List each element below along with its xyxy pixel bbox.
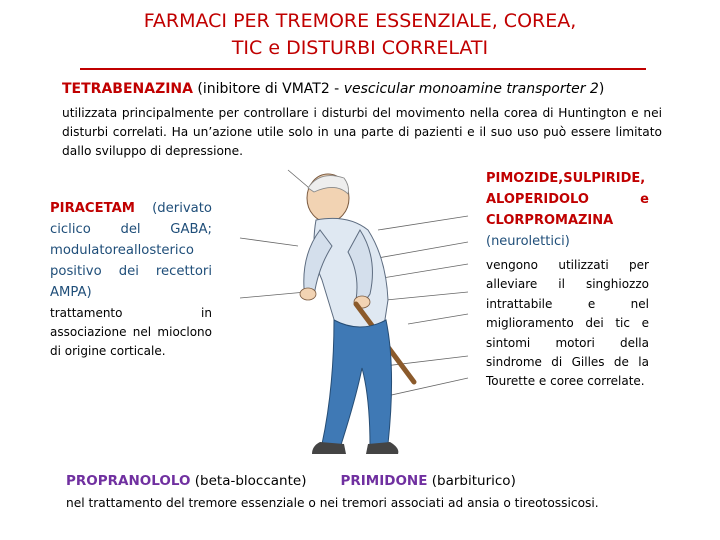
figure-shirt xyxy=(314,218,388,331)
piracetam-name: PIRACETAM xyxy=(50,201,135,216)
propranololo-desc: (beta-bloccante) xyxy=(190,473,307,489)
propranololo-name: PROPRANOLOLO xyxy=(66,473,191,489)
figure-head xyxy=(307,174,349,222)
tetrabenazina-desc-italic: vescicular monoamine transporter 2 xyxy=(343,81,599,97)
piracetam-heading xyxy=(50,198,212,303)
parkinsonian-figure-illustration xyxy=(228,168,482,458)
figure-left-hand xyxy=(300,288,316,300)
neurolettici-desc: (neurolettici) xyxy=(486,234,570,249)
neurolettici-body: vengono utilizzati per alleviare il singhiozzo intrattabile e nel miglioramento dei tic e sintomi motori della sindrome di Gilles de la Tourette e coree correlate. xyxy=(486,258,649,389)
primidone-desc: (barbiturico) xyxy=(427,473,516,489)
figure-trousers xyxy=(322,320,392,448)
beta-blocker-heading xyxy=(66,473,516,489)
piracetam-desc: (derivato ciclico del GABA; modulatoreallosterico positivo dei recettori AMPA) xyxy=(50,201,212,300)
neurolettici-heading xyxy=(486,168,649,252)
tetrabenazina-desc-open: (inibitore di VMAT2 - xyxy=(192,81,344,97)
title-line-2: TIC e DISTURBI CORRELATI xyxy=(231,37,489,59)
tremor-treatment-body: nel trattamento del tremore essenziale o nei tremori associati ad ansia o tireotossicosi. xyxy=(66,496,599,510)
page-title xyxy=(0,8,720,62)
title-line-1: FARMACI PER TREMORE ESSENZIALE, COREA, xyxy=(143,10,577,32)
tetrabenazina-body: utilizzata principalmente per controllare i disturbi del movimento nella corea di Huntington e nei disturbi correlati. Ha un’azione utile solo in una parte di pazienti e il suo uso può essere limitato dallo sviluppo di depressione. xyxy=(62,106,662,158)
figure-left-shoe xyxy=(312,442,346,454)
figure-right-shoe xyxy=(366,442,398,454)
title-underline xyxy=(80,68,646,70)
neurolettici-names: PIMOZIDE,SULPIRIDE, ALOPERIDOLO e CLORPROMAZINA xyxy=(486,171,649,228)
tetrabenazina-name: TETRABENAZINA xyxy=(62,81,193,97)
tetrabenazina-desc-close: ) xyxy=(598,81,605,97)
piracetam-body: trattamento in associazione nel mioclono di origine corticale. xyxy=(50,306,212,358)
primidone-name: PRIMIDONE xyxy=(340,473,428,489)
tetrabenazina-heading xyxy=(62,81,662,97)
